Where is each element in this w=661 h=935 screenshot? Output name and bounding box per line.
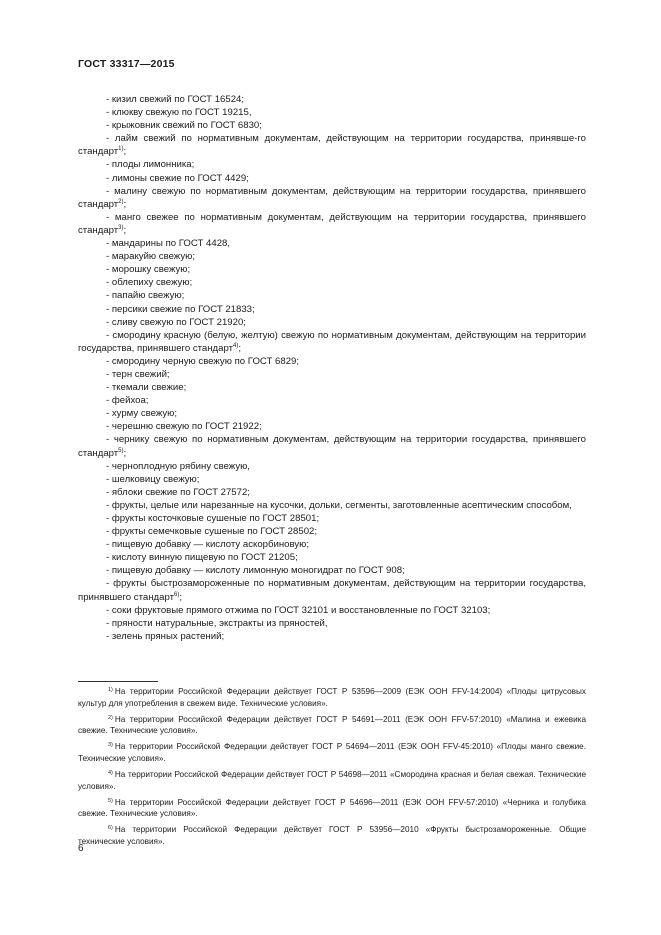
list-item bbox=[78, 499, 586, 512]
list-item-text: - лайм свежий по нормативным документам, действующим на территории государства, принявше-го стандарт bbox=[78, 133, 586, 158]
footnote-ref: 5) bbox=[118, 447, 124, 454]
list-item bbox=[78, 460, 586, 473]
list-item-text: - пищевую добавку — кислоту лимонную моногидрат по ГОСТ 908; bbox=[106, 565, 405, 577]
list-item-tail: ; bbox=[238, 342, 241, 354]
list-item bbox=[78, 237, 586, 250]
footnote-ref: 3) bbox=[118, 224, 124, 231]
list-item bbox=[78, 420, 586, 433]
list-item-text: - фрукты косточковые сушеные по ГОСТ 28501; bbox=[106, 513, 320, 524]
list-item bbox=[78, 368, 586, 381]
list-item bbox=[78, 551, 586, 564]
list-item-text: - морошку свежую; bbox=[106, 264, 191, 276]
footnote-mark: 5) bbox=[108, 797, 113, 804]
footnote-text: На территории Российской Федерации действует ГОСТ Р 54698—2011 «Смородина красная и белая свежая. Технические условия». bbox=[78, 770, 586, 791]
footnote bbox=[78, 686, 586, 709]
list-item bbox=[78, 303, 586, 316]
list-item bbox=[78, 185, 586, 211]
footnote-separator bbox=[78, 681, 158, 682]
footnote bbox=[78, 769, 586, 792]
list-item-text: - смородину черную свежую по ГОСТ 6829; bbox=[106, 355, 300, 367]
list-item bbox=[78, 93, 586, 106]
list-item-text: - крыжовник свежий по ГОСТ 6830; bbox=[106, 120, 262, 132]
list-item-text: - маракуйю свежую; bbox=[106, 251, 195, 263]
list-item-text: - хурму свежую; bbox=[106, 408, 178, 420]
list-item bbox=[78, 577, 586, 603]
list-item-text: - сливу свежую по ГОСТ 21920; bbox=[106, 316, 246, 328]
list-item bbox=[78, 617, 586, 630]
footnote-text: На территории Российской Федерации действует ГОСТ Р 54694—2011 (ЕЭК ООН FFV-45:2010) «Плоды манго свежие. Технические условия». bbox=[78, 742, 586, 763]
list-item-text: - смородину красную (белую, желтую) свежую по нормативным документам, действующим на территории государства, принявшего стандарт bbox=[78, 329, 586, 354]
list-item-text: - ткемали свежие; bbox=[106, 382, 187, 394]
footnote-text: На территории Российской Федерации действует ГОСТ Р 53596—2009 (ЕЭК ООН FFV-14:2004) «Плоды цитрусовых культур для употребления в свежем виде. Технические условия». bbox=[78, 687, 586, 708]
list-item bbox=[78, 276, 586, 289]
list-item bbox=[78, 538, 586, 551]
footnotes bbox=[78, 686, 586, 852]
footnote-mark: 3) bbox=[108, 742, 113, 749]
list-item bbox=[78, 394, 586, 407]
list-item-tail: ; bbox=[123, 224, 127, 236]
list-item bbox=[78, 486, 586, 499]
footnote bbox=[78, 714, 586, 737]
list-item-text: - яблоки свежие по ГОСТ 27572; bbox=[106, 486, 250, 498]
list-item-text: - соки фруктовые прямого отжима по ГОСТ 32101 и восстановленные по ГОСТ 32103; bbox=[106, 604, 491, 616]
list-item-text: - черешню свежую по ГОСТ 21922; bbox=[106, 421, 262, 433]
list-item bbox=[78, 512, 586, 525]
list-item bbox=[78, 525, 586, 538]
list-item bbox=[78, 381, 586, 394]
list-item bbox=[78, 355, 586, 368]
page-number: 6 bbox=[78, 843, 84, 854]
list-item-text: - фейхоа; bbox=[106, 395, 149, 407]
list-item bbox=[78, 263, 586, 276]
footnote-text: На территории Российской Федерации действует ГОСТ Р 54696—2011 (ЕЭК ООН FFV-57:2010) «Черника и голубика свежие. Технические условия». bbox=[78, 797, 586, 819]
footnote-mark: 6) bbox=[108, 825, 113, 832]
list-item bbox=[78, 289, 586, 302]
list-item bbox=[78, 158, 586, 171]
list-item-text: - манго свежее по нормативным документам, действующим на территории государства, принявшего стандарт bbox=[78, 211, 586, 236]
list-item-text: - чернику свежую по нормативным документам, действующим на территории государства, принявшего стандарт bbox=[78, 434, 586, 459]
footnote-mark: 4) bbox=[108, 770, 113, 777]
list-item-text: - клюкву свежую по ГОСТ 19215, bbox=[106, 107, 252, 119]
list-item bbox=[78, 250, 586, 263]
list-item bbox=[78, 329, 586, 355]
document-header: ГОСТ 33317—2015 bbox=[78, 58, 175, 70]
list-item bbox=[78, 407, 586, 420]
ingredient-list bbox=[78, 93, 586, 643]
footnote-ref: 4) bbox=[232, 342, 239, 349]
list-item-text: - зелень пряных растений; bbox=[106, 630, 225, 642]
list-item-tail: ; bbox=[179, 591, 182, 603]
list-item bbox=[78, 172, 586, 185]
footnote-text: На территории Российской Федерации действует ГОСТ Р 53956—2010 «Фрукты быстрозамороженные. Общие технические условия». bbox=[78, 825, 586, 847]
list-item-text: - пряности натуральные, экстракты из пряностей, bbox=[106, 617, 328, 629]
list-item-text: - фрукты быстрозамороженные по нормативным документам, действующим на территории государства, принявшего стандарт bbox=[78, 578, 586, 603]
list-item-text: - мандарины по ГОСТ 4428, bbox=[106, 238, 231, 250]
list-item-text: - кислоту винную пищевую по ГОСТ 21205; bbox=[106, 552, 298, 564]
footnote-mark: 1) bbox=[108, 687, 113, 693]
footnote-ref: 2) bbox=[118, 198, 124, 205]
footnote-ref: 6) bbox=[173, 591, 180, 598]
list-item-text: - фрукты, целые или нарезанные на кусочки, дольки, сегменты, заготовленные асептическим способом, bbox=[106, 499, 572, 511]
list-item bbox=[78, 316, 586, 329]
list-item bbox=[78, 564, 586, 577]
footnote-mark: 2) bbox=[108, 714, 113, 721]
footnote bbox=[78, 797, 586, 820]
list-item bbox=[78, 106, 586, 119]
list-item-text: - фрукты семечковые сушеные по ГОСТ 28502; bbox=[106, 526, 318, 538]
list-item-text: - кизил свежий по ГОСТ 16524; bbox=[106, 94, 245, 105]
footnote bbox=[78, 741, 586, 764]
list-item-text: - шелковицу свежую; bbox=[106, 473, 200, 485]
list-item bbox=[78, 630, 586, 643]
list-item-text: - папайю свежую; bbox=[106, 290, 185, 302]
list-item-text: - лимоны свежие по ГОСТ 4429; bbox=[106, 172, 249, 184]
footnote bbox=[78, 824, 586, 847]
list-item-text: - облепиху свежую; bbox=[106, 277, 193, 289]
list-item bbox=[78, 211, 586, 237]
list-item-text: - персики свежие по ГОСТ 21833; bbox=[106, 303, 255, 315]
list-item-text: - плоды лимонника; bbox=[106, 159, 195, 171]
list-item-tail: ; bbox=[123, 146, 127, 158]
footnote-ref: 1) bbox=[118, 146, 124, 153]
list-item-text: - пищевую добавку — кислоту аскорбиновую; bbox=[106, 539, 310, 551]
list-item-tail: ; bbox=[123, 447, 127, 459]
list-item bbox=[78, 433, 586, 459]
list-item bbox=[78, 119, 586, 132]
list-item-text: - черноплодную рябину свежую, bbox=[106, 460, 250, 472]
list-item-tail: ; bbox=[123, 198, 127, 210]
list-item bbox=[78, 604, 586, 617]
list-item-text: - терн свежий; bbox=[106, 368, 170, 380]
list-item-text: - малину свежую по нормативным документам, действующим на территории государства, принявшего стандарт bbox=[78, 185, 586, 210]
list-item bbox=[78, 132, 586, 158]
footnote-text: На территории Российской Федерации действует ГОСТ Р 54691—2011 (ЕЭК ООН FFV-57:2010) «Малина и ежевика свежие. Технические условия». bbox=[78, 714, 586, 736]
list-item bbox=[78, 473, 586, 486]
